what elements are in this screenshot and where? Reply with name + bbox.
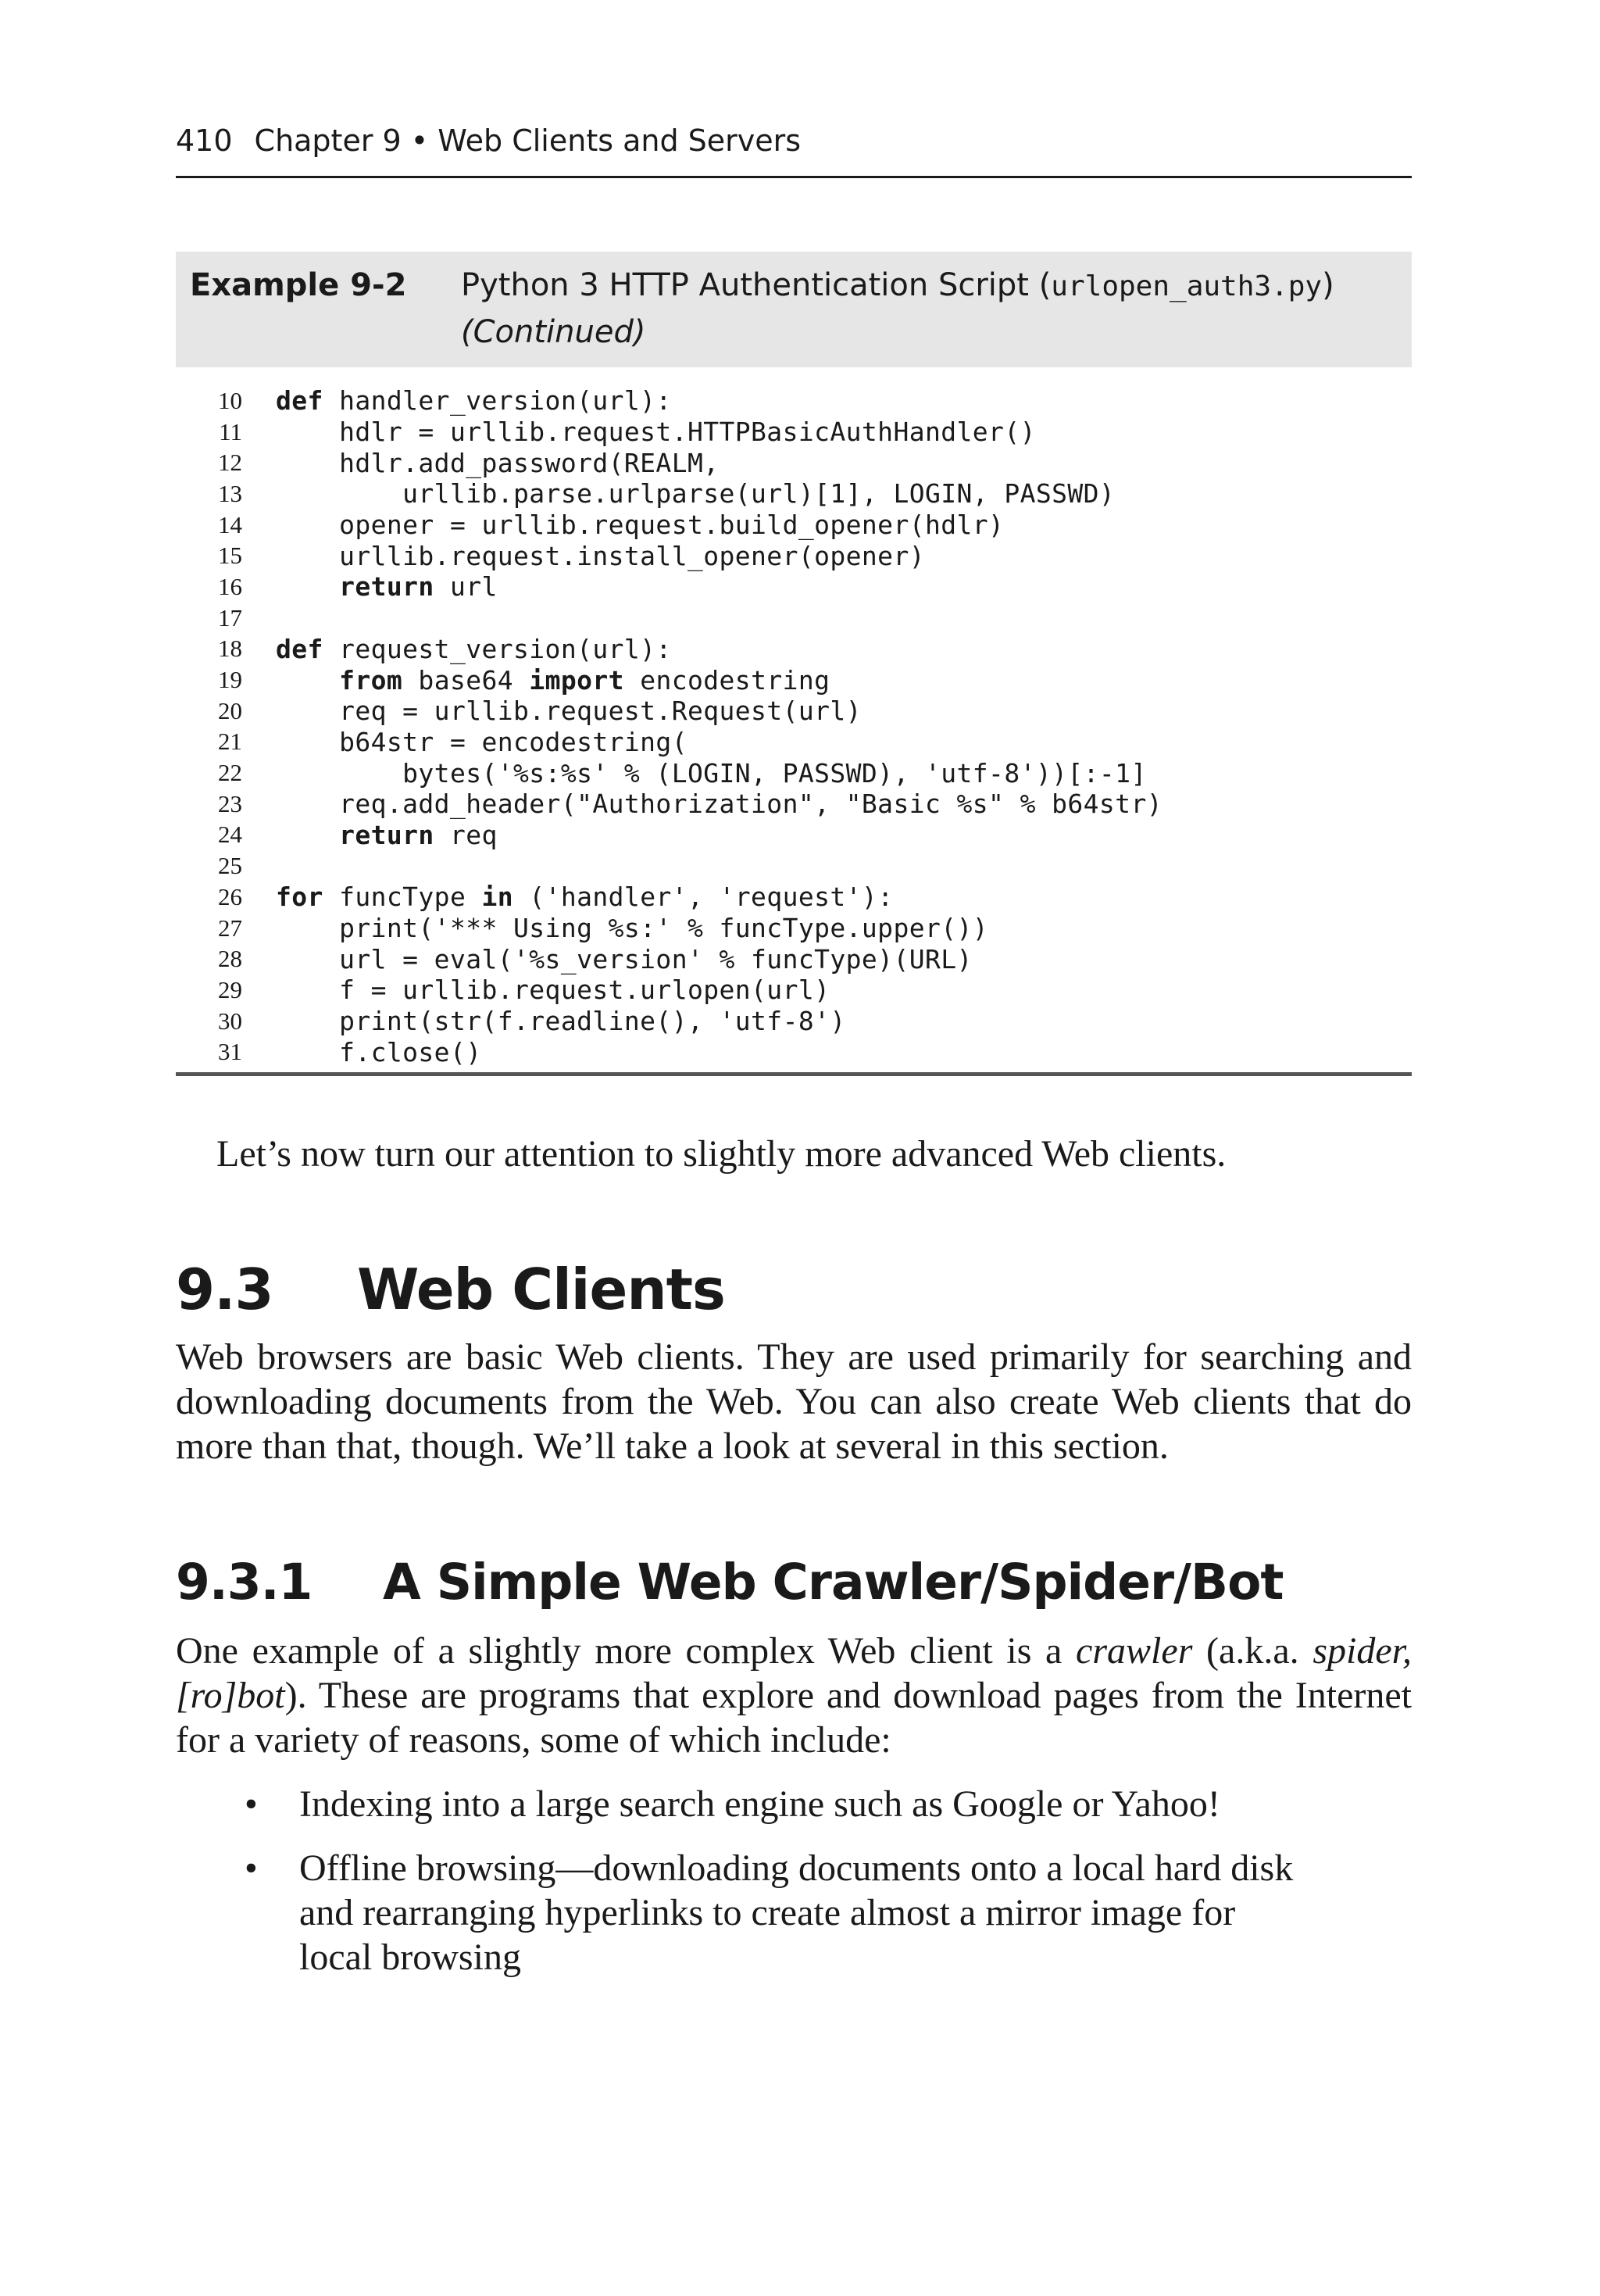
code-text — [276, 727, 688, 757]
code-segment: bytes('%s:%s' % (LOGIN, PASSWD), 'utf-8'))[:-1] — [276, 757, 1147, 789]
term-spider: spider, — [1312, 1630, 1412, 1672]
code-line — [176, 540, 1412, 571]
code-text — [276, 789, 1162, 819]
example-filename: urlopen_auth3.py — [1051, 270, 1323, 302]
code-keyword: def — [276, 633, 323, 664]
code-text — [276, 571, 498, 602]
code-text — [276, 634, 672, 664]
example-title-text: Python 3 HTTP Authentication Script ( — [461, 267, 1052, 303]
code-segment — [276, 665, 339, 696]
line-number: 16 — [218, 572, 242, 600]
code-segment — [276, 820, 339, 850]
code-line — [176, 789, 1412, 820]
bullet-list — [176, 1782, 1412, 1999]
code-line — [176, 820, 1412, 851]
code-line — [176, 727, 1412, 758]
code-segment: urllib.request.install_opener(opener) — [276, 540, 925, 571]
code-text — [276, 478, 1115, 509]
code-segment: req.add_header("Authorization", "Basic %s" % b64str) — [276, 789, 1162, 820]
line-number: 19 — [218, 666, 242, 694]
code-segment: hdlr = urllib.request.HTTPBasicAuthHandler() — [276, 417, 1036, 448]
bullet-dot-icon: • — [245, 1847, 258, 1889]
code-text — [276, 882, 893, 912]
section-title: Web Clients — [357, 1257, 725, 1322]
code-text — [276, 913, 988, 943]
running-head — [176, 123, 1412, 178]
code-line — [176, 943, 1412, 975]
code-segment: ('handler', 'request'): — [513, 882, 894, 913]
section-paragraph: Web browsers are basic Web clients. They are used primarily for searching and downloading documents from the Web. You can also create Web clients that do more than that, though. We’ll take a look at several in this section. — [176, 1336, 1412, 1467]
code-segment: base64 — [402, 664, 530, 696]
code-line — [176, 478, 1412, 510]
code-text — [276, 385, 672, 416]
code-keyword: def — [276, 385, 323, 417]
line-number: 10 — [218, 386, 242, 414]
line-number: 30 — [218, 1007, 242, 1035]
example-title-close: ) — [1322, 267, 1334, 303]
line-number: 27 — [218, 914, 242, 942]
bullet-dot-icon: • — [245, 1783, 258, 1825]
code-line — [176, 664, 1412, 696]
code-line — [176, 571, 1412, 603]
line-number: 31 — [218, 1038, 242, 1066]
code-segment: urllib.parse.urlparse(url)[1], LOGIN, PASSWD) — [276, 478, 1116, 510]
code-segment: url = eval('%s_version' % funcType)(URL) — [276, 943, 973, 975]
code-text — [276, 1037, 481, 1068]
page-number: 410 — [176, 123, 233, 158]
code-segment: url — [434, 571, 498, 603]
code-keyword: import — [529, 664, 624, 696]
bullet-item — [176, 1846, 1315, 1979]
line-number: 22 — [218, 759, 242, 787]
bullet-text: Offline browsing—downloading documents onto a local hard disk and rearranging hyperlinks to create almost a mirror image for local browsing — [299, 1847, 1294, 1978]
code-segment: f.close() — [276, 1036, 482, 1068]
code-segment: opener = urllib.request.build_opener(hdlr) — [276, 510, 1005, 541]
line-number: 12 — [218, 449, 242, 477]
line-number: 15 — [218, 542, 242, 570]
line-number: 23 — [218, 789, 242, 817]
para-text-1: One example of a slightly more complex Web client is a — [176, 1630, 1077, 1672]
code-line — [176, 913, 1412, 944]
subsection-heading — [176, 1547, 1283, 1618]
code-segment — [276, 571, 339, 602]
code-line — [176, 850, 1412, 882]
example-continued: (Continued) — [461, 314, 646, 350]
line-number: 11 — [219, 417, 242, 445]
line-number: 29 — [218, 975, 242, 1003]
para-text-2: (a.k.a. — [1192, 1630, 1313, 1672]
code-line — [176, 603, 1412, 634]
code-segment: request_version(url): — [323, 633, 672, 664]
code-line — [176, 447, 1412, 478]
line-number: 13 — [218, 479, 242, 507]
subsection-title: A Simple Web Crawler/Spider/Bot — [383, 1554, 1284, 1611]
code-segment: f = urllib.request.urlopen(url) — [276, 975, 830, 1006]
line-number: 25 — [218, 852, 242, 880]
section-number: 9.3 — [176, 1257, 273, 1322]
code-segment: print(str(f.readline(), 'utf-8') — [276, 1006, 846, 1037]
code-text — [276, 820, 498, 850]
code-line — [176, 757, 1412, 789]
code-keyword: return — [339, 819, 434, 850]
code-text — [276, 417, 1036, 447]
line-number: 20 — [218, 696, 242, 724]
code-text — [276, 1006, 846, 1036]
code-keyword: for — [276, 882, 323, 913]
example-label: Example 9-2 — [190, 267, 407, 303]
code-segment: b64str = encodestring( — [276, 726, 688, 757]
example-caption — [176, 252, 1412, 367]
code-line — [176, 1036, 1412, 1068]
code-keyword: from — [339, 664, 403, 696]
line-number: 18 — [218, 635, 242, 663]
subsection-paragraph — [176, 1629, 1412, 1762]
code-segment: encodestring — [623, 664, 830, 696]
code-line — [176, 510, 1412, 541]
code-segment: hdlr.add_password(REALM, — [276, 447, 720, 478]
code-line — [176, 882, 1412, 913]
line-number: 26 — [218, 882, 242, 910]
code-line — [176, 696, 1412, 727]
code-listing — [176, 385, 1412, 1076]
code-segment: req = urllib.request.Request(url) — [276, 696, 862, 727]
code-segment: print('*** Using %s:' % funcType.upper()) — [276, 913, 989, 944]
code-text — [276, 696, 862, 726]
code-text — [276, 758, 1147, 789]
code-line — [176, 385, 1412, 417]
code-text — [276, 975, 830, 1005]
code-keyword: return — [339, 571, 434, 603]
line-number: 24 — [218, 821, 242, 849]
code-text — [276, 541, 925, 571]
chapter-title: Chapter 9 • Web Clients and Servers — [254, 123, 802, 158]
code-segment: handler_version(url): — [323, 385, 672, 417]
code-text — [276, 665, 830, 696]
line-number: 14 — [218, 510, 242, 538]
code-line — [176, 975, 1412, 1006]
code-line — [176, 634, 1412, 665]
line-number: 17 — [218, 603, 242, 631]
example-title — [461, 263, 1398, 355]
code-keyword: in — [481, 882, 514, 913]
term-robot: [ro]bot — [176, 1675, 285, 1716]
code-text — [276, 510, 1004, 540]
intro-sentence: Let’s now turn our attention to slightly more advanced Web clients. — [216, 1133, 1227, 1175]
code-line — [176, 1006, 1412, 1037]
subsection-number: 9.3.1 — [176, 1554, 312, 1611]
para-text-3: ). These are programs that explore and download pages from the Internet for a variety of reasons, some of which include: — [176, 1675, 1412, 1761]
section-heading — [176, 1250, 725, 1329]
bullet-text: Indexing into a large search engine such as Google or Yahoo! — [299, 1783, 1220, 1825]
code-text — [276, 944, 973, 975]
term-crawler: crawler — [1076, 1630, 1193, 1672]
bullet-item — [176, 1782, 1315, 1826]
code-line — [176, 417, 1412, 448]
line-number: 28 — [218, 945, 242, 973]
code-segment: funcType — [323, 882, 482, 913]
code-text — [276, 448, 720, 478]
code-segment: req — [434, 819, 498, 850]
line-number: 21 — [218, 728, 242, 756]
